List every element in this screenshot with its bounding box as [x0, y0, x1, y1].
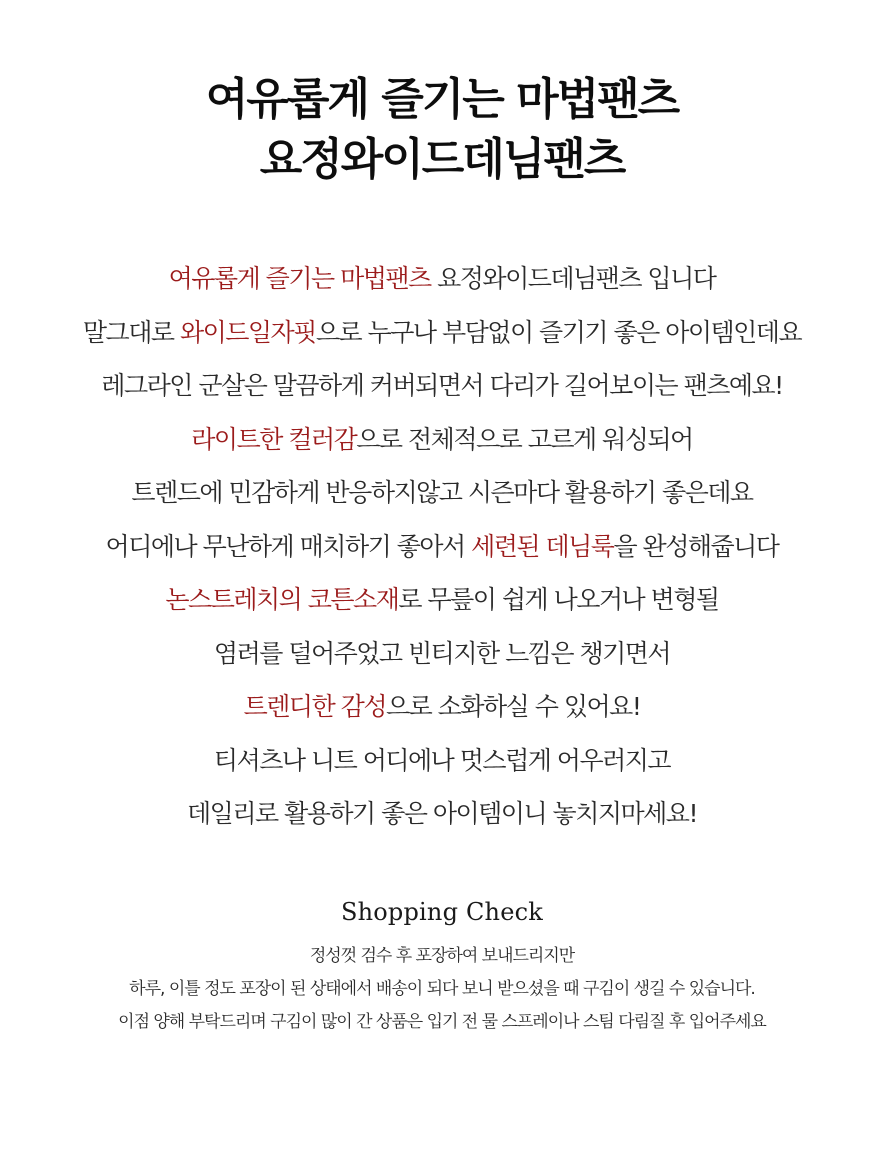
- description-text: 레그라인 군살은 말끔하게 커버되면서 다리가 길어보이는 팬츠예요!: [101, 371, 783, 400]
- shopping-check-heading: Shopping Check: [340, 898, 543, 926]
- description-line: [0, 359, 884, 413]
- description-text: 데일리로 활용하기 좋은 아이템이니 놓치지마세요!: [187, 799, 697, 828]
- description-text: 을 완성해줍니다: [613, 531, 779, 561]
- title-line-2: 요정와이드데님팬츠: [259, 134, 625, 185]
- description-text: 으로 전체적으로 고르게 워싱되어: [356, 424, 693, 454]
- description-line: [0, 520, 884, 574]
- description-text: 로 무릎이 쉽게 나오거나 변형될: [398, 585, 719, 614]
- highlight-text: 와이드일자핏: [179, 317, 316, 347]
- shopping-check-notice: [0, 940, 884, 1039]
- highlight-text: 트렌디한 감성: [243, 692, 386, 721]
- description-text: 요정와이드데님팬츠 입니다: [430, 264, 716, 293]
- highlight-text: 세련된 데님룩: [471, 531, 614, 561]
- product-description: [0, 252, 884, 841]
- description-line: [0, 680, 884, 734]
- description-line: [0, 787, 884, 841]
- description-line: [0, 306, 884, 360]
- description-line: [0, 734, 884, 788]
- description-line: [0, 413, 884, 467]
- notice-line: 이점 양해 부탁드리며 구김이 많이 간 상품은 입기 전 물 스프레이나 스팀 다림질 후 입어주세요: [118, 1012, 766, 1032]
- description-text: 티셔츠나 니트 어디에나 멋스럽게 어우러지고: [213, 745, 671, 775]
- highlight-text: 라이트한 컬러감: [191, 424, 357, 454]
- title-line-1: 여유롭게 즐기는 마법팬츠: [205, 74, 679, 125]
- description-line: [0, 627, 884, 681]
- description-text: 염려를 덜어주었고 빈티지한 느낌은 챙기면서: [213, 638, 671, 668]
- description-line: [0, 252, 884, 306]
- description-line: [0, 573, 884, 627]
- product-title: [0, 70, 884, 190]
- description-text: 으로 누구나 부담없이 즐기기 좋은 아이템인데요: [315, 317, 802, 347]
- description-text: 어디에나 무난하게 매치하기 좋아서: [105, 531, 472, 561]
- highlight-text: 여유롭게 즐기는 마법팬츠: [168, 264, 431, 293]
- highlight-text: 논스트레치의 코튼소재: [165, 585, 399, 614]
- notice-line: 하루, 이틀 정도 포장이 된 상태에서 배송이 되다 보니 받으셨을 때 구김이 생길 수 있습니다.: [129, 979, 755, 999]
- description-text: 트렌드에 민감하게 반응하지않고 시즌마다 활용하기 좋은데요: [131, 478, 753, 507]
- description-line: [0, 466, 884, 520]
- notice-line: 정성껏 검수 후 포장하여 보내드리지만: [309, 946, 575, 966]
- description-text: 말그대로: [82, 317, 180, 347]
- description-text: 으로 소화하실 수 있어요!: [385, 692, 641, 721]
